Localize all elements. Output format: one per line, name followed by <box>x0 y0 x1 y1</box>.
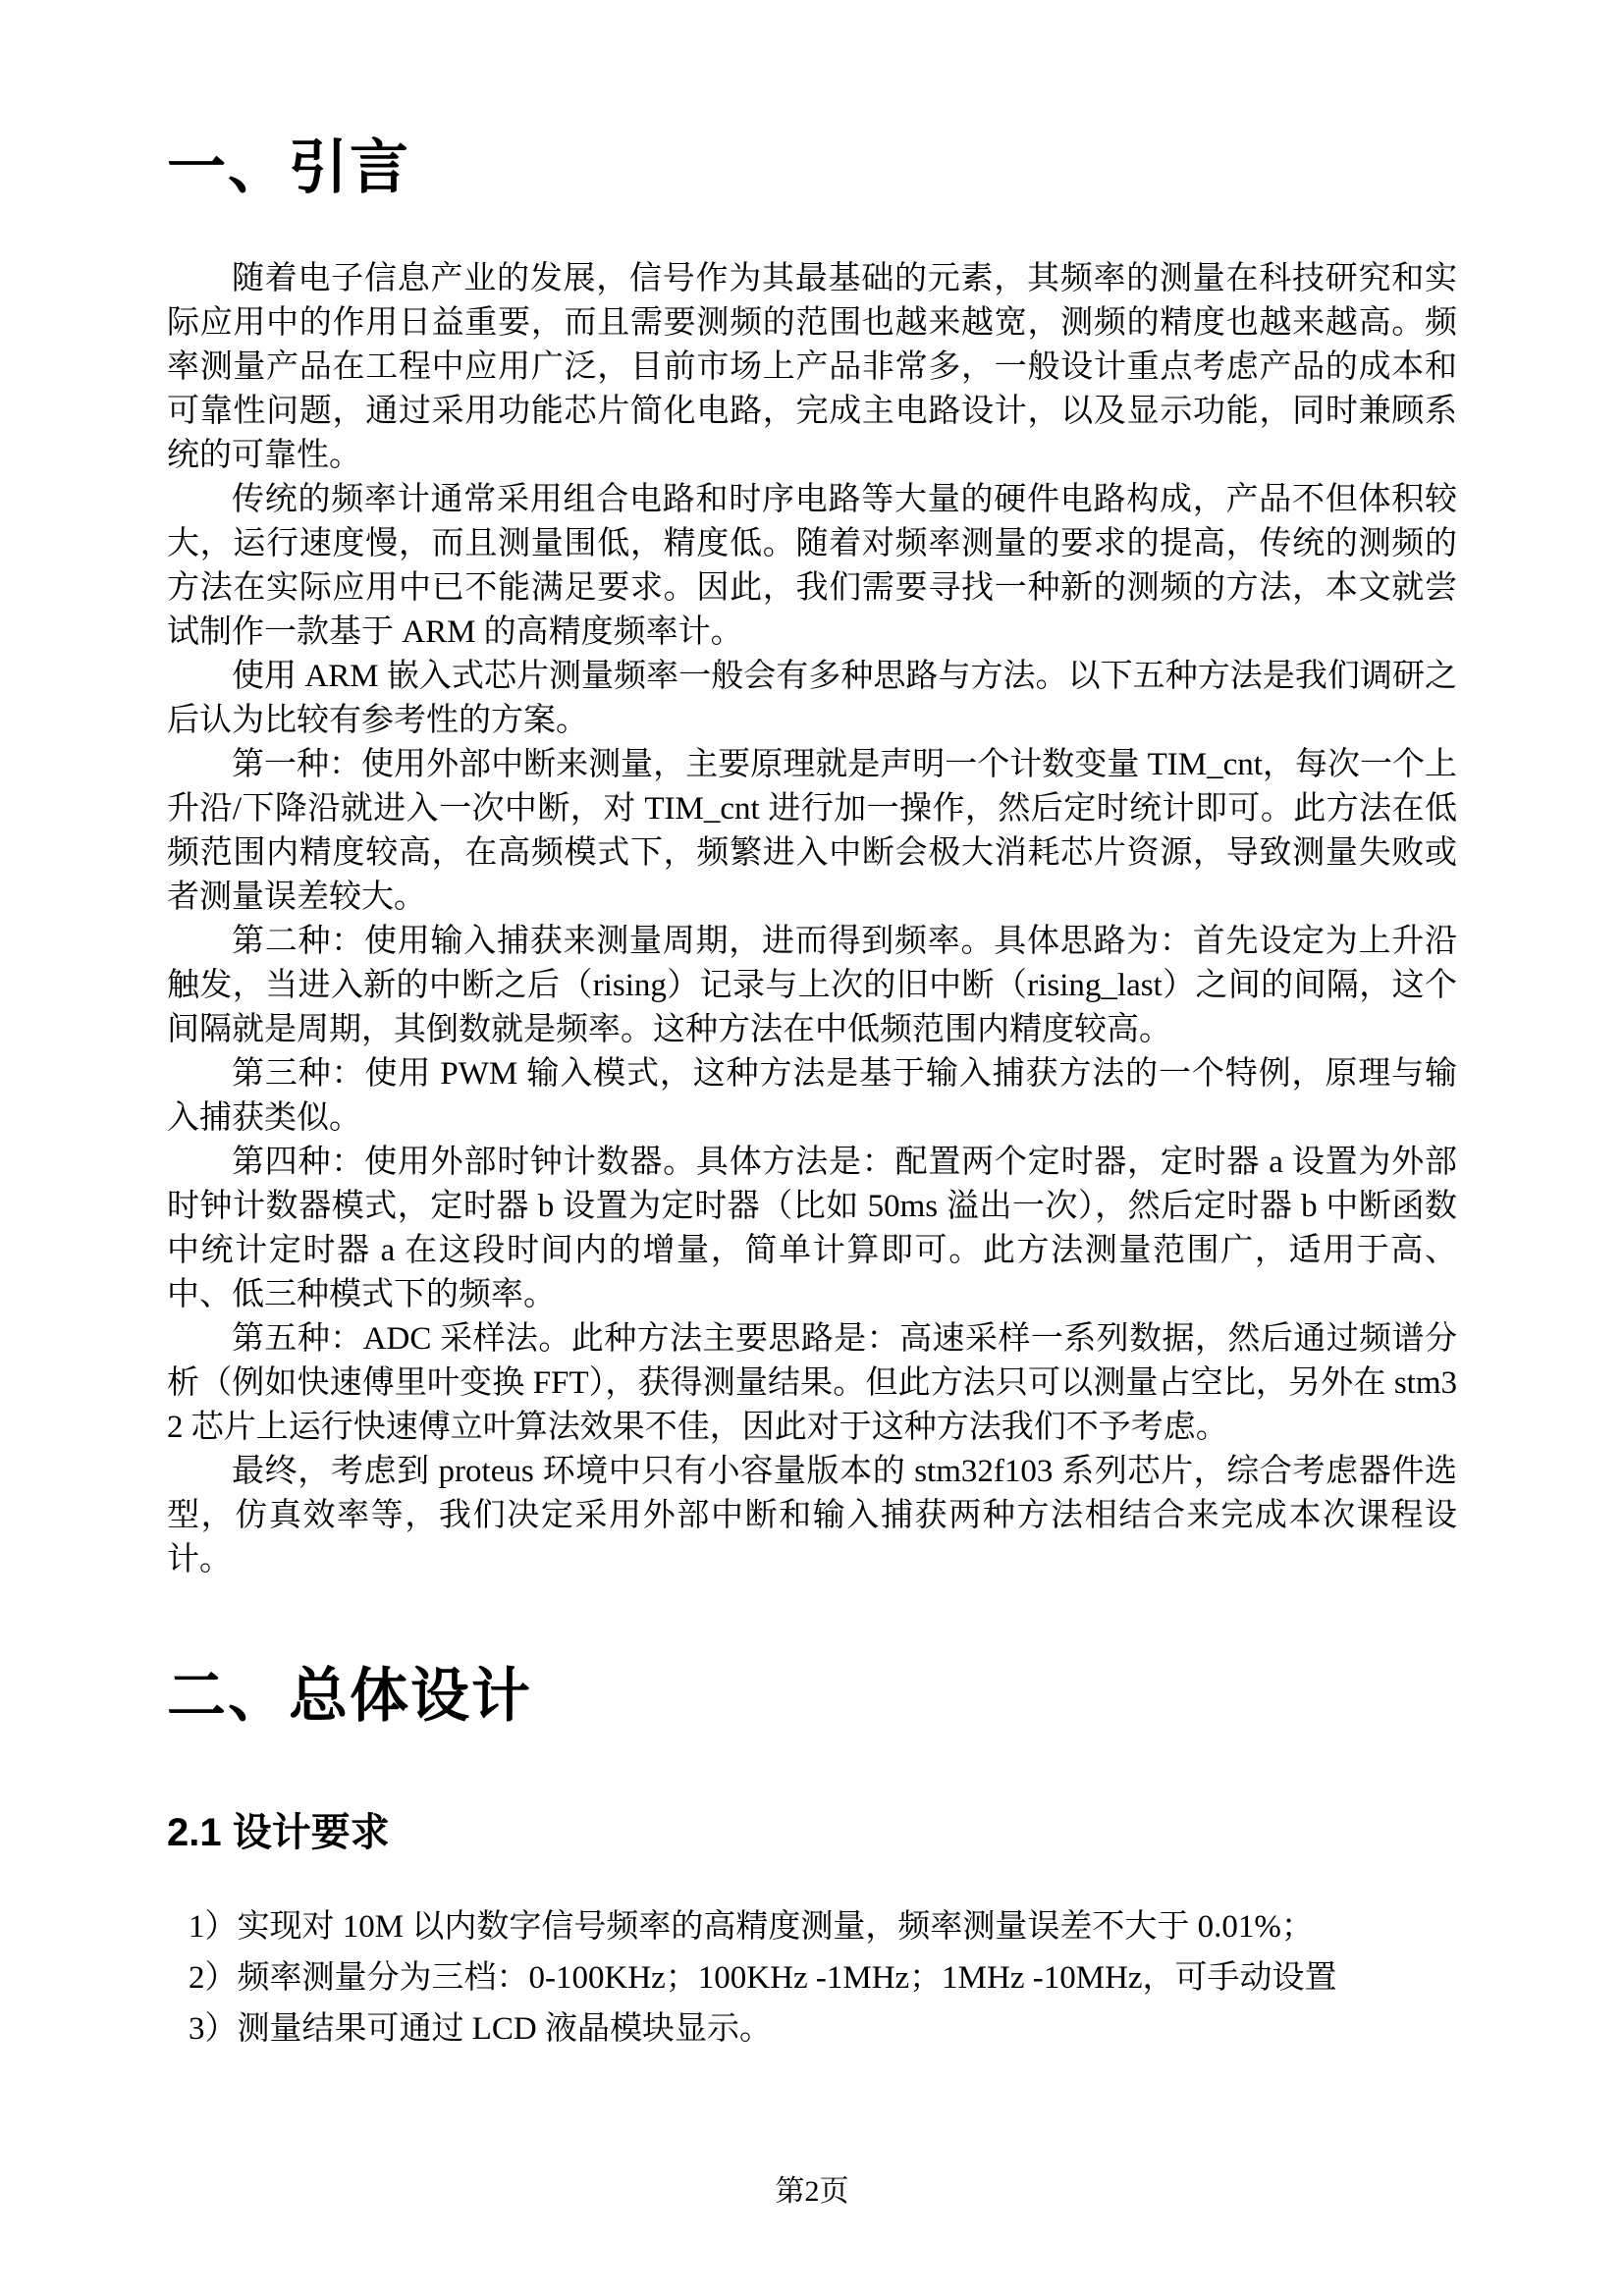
paragraph-intro-1: 随着电子信息产业的发展，信号作为其最基础的元素，其频率的测量在科技研究和实际应用中的作用日益重要，而且需要测频的范围也越来越宽，测频的精度也越来越高。频率测量产品在工程中应用广泛，目前市场上产品非常多，一般设计重点考虑产品的成本和可靠性问题，通过采用功能芯片简化电路，完成主电路设计，以及显示功能，同时兼顾系统的可靠性。 <box>167 261 1457 473</box>
paragraph-method-2: 第二种：使用输入捕获来测量周期，进而得到频率。具体思路为：首先设定为上升沿触发，当进入新的中断之后（rising）记录与上次的旧中断（rising_last）之间的间隔，这个间隔就是周期，其倒数就是频率。这种方法在中低频范围内精度较高。 <box>167 924 1457 1047</box>
subsection-heading-design-requirements: 2.1 设计要求 <box>167 1811 390 1854</box>
list-item-requirement-3: 3）测量结果可通过 LCD 液晶模块显示。 <box>189 2011 772 2047</box>
paragraph-method-3: 第三种：使用 PWM 输入模式，这种方法是基于输入捕获方法的一个特例，原理与输入捕获类似。 <box>167 1056 1457 1136</box>
section-heading-overall-design: 二、总体设计 <box>167 1664 532 1729</box>
section-heading-introduction: 一、引言 <box>167 135 410 200</box>
list-item-requirement-2: 2）频率测量分为三档：0-100KHz；100KHz -1MHz；1MHz -10MHz，可手动设置 <box>189 1960 1337 1996</box>
paragraph-method-1: 第一种：使用外部中断来测量，主要原理就是声明一个计数变量 TIM_cnt，每次一个上升沿/下降沿就进入一次中断，对 TIM_cnt 进行加一操作，然后定时统计即可。此方法在低频范围内精度较高，在高频模式下，频繁进入中断会极大消耗芯片资源，导致测量失败或者测量误差较大。 <box>167 747 1457 915</box>
list-item-requirement-1: 1）实现对 10M 以内数字信号频率的高精度测量，频率测量误差不大于 0.01%； <box>189 1909 1314 1945</box>
paragraph-conclusion: 最终，考虑到 proteus 环境中只有小容量版本的 stm32f103 系列芯片，综合考虑器件选型，仿真效率等，我们决定采用外部中断和输入捕获两种方法相结合来完成本次课程设计。 <box>167 1454 1457 1577</box>
paragraph-method-4: 第四种：使用外部时钟计数器。具体方法是：配置两个定时器，定时器 a 设置为外部时钟计数器模式，定时器 b 设置为定时器（比如 50ms 溢出一次），然后定时器 b 中断函数中统计定时器 a 在这段时间内的增量，简单计算即可。此方法测量范围广，适用于高、中、低三种模式下的频率。 <box>167 1145 1457 1312</box>
design-requirements-list <box>167 1901 1457 2055</box>
paragraph-intro-3: 使用 ARM 嵌入式芯片测量频率一般会有多种思路与方法。以下五种方法是我们调研之后认为比较有参考性的方案。 <box>167 659 1457 738</box>
paragraph-intro-2: 传统的频率计通常采用组合电路和时序电路等大量的硬件电路构成，产品不但体积较大，运行速度慢，而且测量围低，精度低。随着对频率测量的要求的提高，传统的测频的方法在实际应用中已不能满足要求。因此，我们需要寻找一种新的测频的方法，本文就尝试制作一款基于 ARM 的高精度频率计。 <box>167 482 1457 650</box>
page-number-footer: 第2页 <box>775 2175 849 2208</box>
paragraph-method-5: 第五种：ADC 采样法。此种方法主要思路是：高速采样一系列数据，然后通过频谱分析（例如快速傅里叶变换 FFT），获得测量结果。但此方法只可以测量占空比，另外在 stm32 芯片上运行快速傅立叶算法效果不佳，因此对于这种方法我们不予考虑。 <box>167 1321 1457 1445</box>
